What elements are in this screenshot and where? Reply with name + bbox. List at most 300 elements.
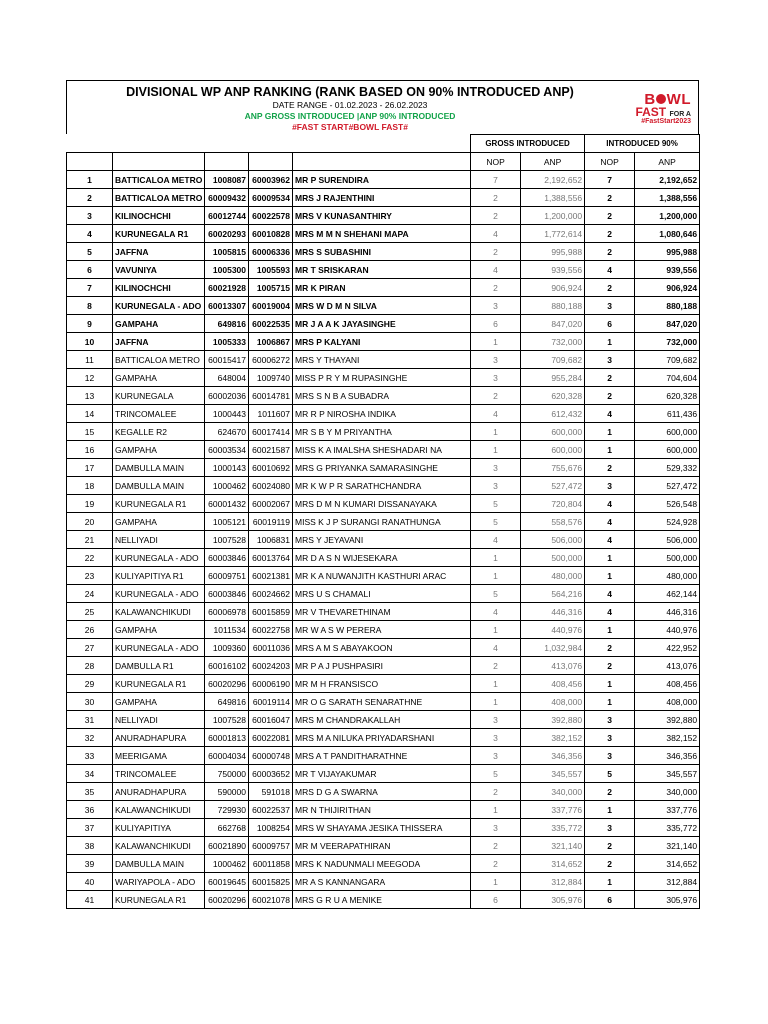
gross-nop-header: NOP — [471, 153, 521, 171]
intro-anp-cell: 345,557 — [635, 765, 700, 783]
rank-cell: 20 — [67, 513, 113, 531]
intro-anp-cell: 392,880 — [635, 711, 700, 729]
intro-anp-cell: 314,652 — [635, 855, 700, 873]
gross-nop-cell: 4 — [471, 405, 521, 423]
code2-cell: 1005593 — [249, 261, 293, 279]
intro-anp-cell: 446,316 — [635, 603, 700, 621]
code2-cell: 60011858 — [249, 855, 293, 873]
intro-anp-cell: 704,604 — [635, 369, 700, 387]
rank-cell: 4 — [67, 225, 113, 243]
region-cell: KURUNEGALA - ADO — [113, 549, 205, 567]
code1-cell: 60021928 — [205, 279, 249, 297]
region-cell: BATTICALOA METRO — [113, 171, 205, 189]
intro-anp-cell: 529,332 — [635, 459, 700, 477]
rank-cell: 25 — [67, 603, 113, 621]
intro-anp-cell: 709,682 — [635, 351, 700, 369]
intro-nop-cell: 2 — [585, 279, 635, 297]
intro-nop-cell: 2 — [585, 639, 635, 657]
intro-nop-cell: 1 — [585, 693, 635, 711]
rank-cell: 41 — [67, 891, 113, 909]
table-row — [67, 171, 700, 189]
gross-nop-cell: 3 — [471, 297, 521, 315]
intro-nop-cell: 1 — [585, 423, 635, 441]
table-row — [67, 531, 700, 549]
gross-nop-cell: 4 — [471, 531, 521, 549]
rank-cell: 9 — [67, 315, 113, 333]
name-cell: MRS W D M N SILVA — [293, 297, 471, 315]
intro-nop-header: NOP — [585, 153, 635, 171]
region-cell: TRINCOMALEE — [113, 765, 205, 783]
intro-nop-cell: 2 — [585, 207, 635, 225]
table-row — [67, 459, 700, 477]
gross-anp-cell: 612,432 — [521, 405, 585, 423]
code1-cell: 60021890 — [205, 837, 249, 855]
region-cell: KURUNEGALA R1 — [113, 225, 205, 243]
intro-anp-cell: 305,976 — [635, 891, 700, 909]
gross-nop-cell: 2 — [471, 783, 521, 801]
region-cell: DAMBULLA MAIN — [113, 477, 205, 495]
intro-anp-cell: 340,000 — [635, 783, 700, 801]
intro-anp-header: ANP — [635, 153, 700, 171]
region-cell: VAVUNIYA — [113, 261, 205, 279]
table-row — [67, 387, 700, 405]
intro-anp-cell: 440,976 — [635, 621, 700, 639]
region-cell: GAMPAHA — [113, 513, 205, 531]
intro-anp-cell: 337,776 — [635, 801, 700, 819]
name-cell: MR P A J PUSHPASIRI — [293, 657, 471, 675]
name-cell: MR W A S W PERERA — [293, 621, 471, 639]
rank-cell: 37 — [67, 819, 113, 837]
intro-anp-cell: 413,076 — [635, 657, 700, 675]
intro-nop-cell: 1 — [585, 801, 635, 819]
region-cell: DAMBULLA MAIN — [113, 459, 205, 477]
rank-cell: 32 — [67, 729, 113, 747]
intro-anp-cell: 382,152 — [635, 729, 700, 747]
rank-cell: 22 — [67, 549, 113, 567]
gross-anp-cell: 906,924 — [521, 279, 585, 297]
code1-cell: 60020293 — [205, 225, 249, 243]
logo-hashtag: #FastStart2023 — [641, 118, 691, 125]
table-row — [67, 243, 700, 261]
gross-nop-cell: 2 — [471, 189, 521, 207]
gross-nop-cell: 2 — [471, 279, 521, 297]
gross-nop-cell: 3 — [471, 351, 521, 369]
region-cell: KURUNEGALA - ADO — [113, 639, 205, 657]
logo-fast-text: FAST FOR A — [635, 105, 691, 119]
rank-cell: 38 — [67, 837, 113, 855]
intro-nop-cell: 1 — [585, 621, 635, 639]
code1-cell: 60012744 — [205, 207, 249, 225]
region-cell: JAFFNA — [113, 333, 205, 351]
table-row — [67, 891, 700, 909]
gross-anp-cell: 440,976 — [521, 621, 585, 639]
sub-header-row — [67, 153, 700, 171]
code2-cell: 60024203 — [249, 657, 293, 675]
code2-cell: 60003652 — [249, 765, 293, 783]
gross-anp-cell: 392,880 — [521, 711, 585, 729]
code1-cell: 60004034 — [205, 747, 249, 765]
intro-anp-cell: 600,000 — [635, 423, 700, 441]
rank-cell: 40 — [67, 873, 113, 891]
rank-cell: 28 — [67, 657, 113, 675]
region-cell: GAMPAHA — [113, 693, 205, 711]
region-cell: GAMPAHA — [113, 315, 205, 333]
code2-cell: 1011607 — [249, 405, 293, 423]
intro-nop-cell: 2 — [585, 837, 635, 855]
gross-nop-cell: 2 — [471, 387, 521, 405]
intro-anp-cell: 732,000 — [635, 333, 700, 351]
intro-anp-cell: 408,456 — [635, 675, 700, 693]
gross-nop-cell: 6 — [471, 891, 521, 909]
intro-anp-cell: 422,952 — [635, 639, 700, 657]
table-row — [67, 567, 700, 585]
name-cell: MR A S KANNANGARA — [293, 873, 471, 891]
intro-anp-cell: 335,772 — [635, 819, 700, 837]
gross-nop-cell: 2 — [471, 657, 521, 675]
gross-anp-cell: 346,356 — [521, 747, 585, 765]
gross-nop-cell: 1 — [471, 873, 521, 891]
table-row — [67, 297, 700, 315]
gross-anp-cell: 345,557 — [521, 765, 585, 783]
table-row — [67, 873, 700, 891]
region-cell: KURUNEGALA — [113, 387, 205, 405]
table-row — [67, 621, 700, 639]
gross-anp-cell: 506,000 — [521, 531, 585, 549]
gross-nop-cell: 7 — [471, 171, 521, 189]
gross-nop-cell: 1 — [471, 441, 521, 459]
region-cell: KURUNEGALA - ADO — [113, 297, 205, 315]
code2-cell: 60013764 — [249, 549, 293, 567]
name-cell: MR O G SARATH SENARATHNE — [293, 693, 471, 711]
code2-cell: 60015825 — [249, 873, 293, 891]
rank-cell: 19 — [67, 495, 113, 513]
gross-nop-cell: 5 — [471, 513, 521, 531]
code1-cell: 1007528 — [205, 531, 249, 549]
code2-cell: 60009757 — [249, 837, 293, 855]
name-cell: MR D A S N WIJESEKARA — [293, 549, 471, 567]
name-cell: MR K A NUWANJITH KASTHURI ARAC — [293, 567, 471, 585]
table-row — [67, 693, 700, 711]
gross-anp-cell: 314,652 — [521, 855, 585, 873]
rank-cell: 30 — [67, 693, 113, 711]
intro-nop-cell: 7 — [585, 171, 635, 189]
table-row — [67, 513, 700, 531]
gross-nop-cell: 3 — [471, 711, 521, 729]
code2-cell: 60021587 — [249, 441, 293, 459]
name-cell: MRS U S CHAMALI — [293, 585, 471, 603]
gross-nop-cell: 3 — [471, 747, 521, 765]
code2-cell: 60022081 — [249, 729, 293, 747]
intro-nop-cell: 4 — [585, 405, 635, 423]
intro-anp-cell: 939,556 — [635, 261, 700, 279]
gross-nop-cell: 2 — [471, 855, 521, 873]
intro-anp-cell: 847,020 — [635, 315, 700, 333]
gross-anp-cell: 939,556 — [521, 261, 585, 279]
code2-cell: 60024080 — [249, 477, 293, 495]
name-cell: MRS D G A SWARNA — [293, 783, 471, 801]
code1-cell: 60013307 — [205, 297, 249, 315]
intro-nop-cell: 2 — [585, 189, 635, 207]
rank-cell: 15 — [67, 423, 113, 441]
code2-cell: 60009534 — [249, 189, 293, 207]
code1-cell: 648004 — [205, 369, 249, 387]
code1-cell: 60001432 — [205, 495, 249, 513]
name-cell: MR R P NIROSHA INDIKA — [293, 405, 471, 423]
gross-anp-cell: 1,200,000 — [521, 207, 585, 225]
code1-cell: 60009751 — [205, 567, 249, 585]
name-cell: MR S B Y M PRIYANTHA — [293, 423, 471, 441]
code1-cell: 750000 — [205, 765, 249, 783]
code1-cell: 649816 — [205, 315, 249, 333]
table-row — [67, 729, 700, 747]
name-cell: MR K PIRAN — [293, 279, 471, 297]
gross-anp-cell: 382,152 — [521, 729, 585, 747]
intro-nop-cell: 1 — [585, 873, 635, 891]
intro-nop-cell: 1 — [585, 675, 635, 693]
name-cell: MRS A T PANDITHARATHNE — [293, 747, 471, 765]
gross-nop-cell: 4 — [471, 225, 521, 243]
name-cell: MRS M A NILUKA PRIYADARSHANI — [293, 729, 471, 747]
gross-anp-cell: 527,472 — [521, 477, 585, 495]
rank-cell: 12 — [67, 369, 113, 387]
code1-cell: 1000143 — [205, 459, 249, 477]
name-cell: MRS D M N KUMARI DISSANAYAKA — [293, 495, 471, 513]
code2-cell: 60006190 — [249, 675, 293, 693]
intro-anp-cell: 480,000 — [635, 567, 700, 585]
name-cell: MRS W SHAYAMA JESIKA THISSERA — [293, 819, 471, 837]
code2-cell: 60019114 — [249, 693, 293, 711]
rank-cell: 16 — [67, 441, 113, 459]
gross-anp-cell: 500,000 — [521, 549, 585, 567]
intro-anp-cell: 526,548 — [635, 495, 700, 513]
gross-anp-cell: 413,076 — [521, 657, 585, 675]
table-row — [67, 189, 700, 207]
intro-nop-cell: 4 — [585, 261, 635, 279]
rank-cell: 35 — [67, 783, 113, 801]
intro-anp-cell: 906,924 — [635, 279, 700, 297]
region-cell: ANURADHAPURA — [113, 783, 205, 801]
rank-cell: 18 — [67, 477, 113, 495]
intro-anp-cell: 346,356 — [635, 747, 700, 765]
region-cell: BATTICALOA METRO — [113, 351, 205, 369]
code2-cell: 60003962 — [249, 171, 293, 189]
intro-nop-cell: 1 — [585, 567, 635, 585]
hashtag-line: #FAST START#BOWL FAST# — [292, 122, 408, 132]
code1-cell: 1005121 — [205, 513, 249, 531]
logo-bowl-text: B WL — [644, 91, 691, 108]
table-row — [67, 423, 700, 441]
rank-cell: 11 — [67, 351, 113, 369]
table-row — [67, 279, 700, 297]
gross-anp-cell: 335,772 — [521, 819, 585, 837]
anp-legend-line: ANP GROSS INTRODUCED |ANP 90% INTRODUCED — [244, 111, 456, 121]
intro-nop-cell: 3 — [585, 819, 635, 837]
gross-anp-cell: 755,676 — [521, 459, 585, 477]
intro-anp-cell: 527,472 — [635, 477, 700, 495]
intro-anp-cell: 611,436 — [635, 405, 700, 423]
code2-cell: 1008254 — [249, 819, 293, 837]
rank-cell: 10 — [67, 333, 113, 351]
name-cell: MISS K J P SURANGI RANATHUNGA — [293, 513, 471, 531]
table-row — [67, 855, 700, 873]
gross-nop-cell: 3 — [471, 477, 521, 495]
table-row — [67, 765, 700, 783]
intro-nop-cell: 4 — [585, 603, 635, 621]
gross-anp-cell: 995,988 — [521, 243, 585, 261]
region-cell: JAFFNA — [113, 243, 205, 261]
gross-nop-cell: 3 — [471, 369, 521, 387]
gross-anp-cell: 564,216 — [521, 585, 585, 603]
gross-anp-cell: 1,388,556 — [521, 189, 585, 207]
code2-cell: 60021381 — [249, 567, 293, 585]
rank-cell: 1 — [67, 171, 113, 189]
gross-anp-cell: 620,328 — [521, 387, 585, 405]
code1-cell: 60019645 — [205, 873, 249, 891]
rank-cell: 8 — [67, 297, 113, 315]
name-cell: MR M VEERAPATHIRAN — [293, 837, 471, 855]
table-row — [67, 477, 700, 495]
rank-cell: 39 — [67, 855, 113, 873]
intro-nop-cell: 4 — [585, 495, 635, 513]
table-row — [67, 495, 700, 513]
gross-introduced-header: GROSS INTRODUCED — [471, 135, 585, 153]
intro-nop-cell: 3 — [585, 351, 635, 369]
rank-cell: 34 — [67, 765, 113, 783]
region-cell: KEGALLE R2 — [113, 423, 205, 441]
table-row — [67, 315, 700, 333]
region-cell: DAMBULLA R1 — [113, 657, 205, 675]
table-row — [67, 675, 700, 693]
intro-nop-cell: 3 — [585, 729, 635, 747]
rank-cell: 29 — [67, 675, 113, 693]
name-cell: MRS A M S ABAYAKOON — [293, 639, 471, 657]
code1-cell: 1000462 — [205, 855, 249, 873]
gross-anp-cell: 955,284 — [521, 369, 585, 387]
intro-anp-cell: 1,200,000 — [635, 207, 700, 225]
gross-nop-cell: 4 — [471, 261, 521, 279]
gross-anp-cell: 1,032,984 — [521, 639, 585, 657]
name-cell: MISS P R Y M RUPASINGHE — [293, 369, 471, 387]
code1-cell: 60003846 — [205, 585, 249, 603]
gross-nop-cell: 4 — [471, 603, 521, 621]
intro-nop-cell: 5 — [585, 765, 635, 783]
code1-cell: 60009432 — [205, 189, 249, 207]
code1-cell: 1009360 — [205, 639, 249, 657]
intro-anp-cell: 2,192,652 — [635, 171, 700, 189]
region-cell: TRINCOMALEE — [113, 405, 205, 423]
table-row — [67, 603, 700, 621]
rank-cell: 21 — [67, 531, 113, 549]
intro-nop-cell: 3 — [585, 711, 635, 729]
intro-anp-cell: 321,140 — [635, 837, 700, 855]
name-cell: MRS Y THAYANI — [293, 351, 471, 369]
table-row — [67, 747, 700, 765]
code1-cell: 590000 — [205, 783, 249, 801]
code2-cell: 60019004 — [249, 297, 293, 315]
code1-cell: 624670 — [205, 423, 249, 441]
region-cell: KURUNEGALA R1 — [113, 891, 205, 909]
code1-cell: 729930 — [205, 801, 249, 819]
gross-anp-cell: 408,456 — [521, 675, 585, 693]
gross-nop-cell: 5 — [471, 585, 521, 603]
code1-cell: 1007528 — [205, 711, 249, 729]
code1-cell: 1005815 — [205, 243, 249, 261]
region-cell: MEERIGAMA — [113, 747, 205, 765]
gross-anp-cell: 305,976 — [521, 891, 585, 909]
code2-cell: 591018 — [249, 783, 293, 801]
gross-anp-header: ANP — [521, 153, 585, 171]
name-cell: MISS K A IMALSHA SHESHADARI NA — [293, 441, 471, 459]
intro-nop-cell: 1 — [585, 441, 635, 459]
code1-cell: 1000462 — [205, 477, 249, 495]
gross-nop-cell: 2 — [471, 243, 521, 261]
name-cell: MRS S SUBASHINI — [293, 243, 471, 261]
gross-anp-cell: 600,000 — [521, 441, 585, 459]
intro-nop-cell: 4 — [585, 531, 635, 549]
region-cell: NELLIYADI — [113, 711, 205, 729]
table-row — [67, 405, 700, 423]
code2-cell: 1006831 — [249, 531, 293, 549]
code2-cell: 60014781 — [249, 387, 293, 405]
region-cell: NELLIYADI — [113, 531, 205, 549]
gross-anp-cell: 312,884 — [521, 873, 585, 891]
gross-nop-cell: 3 — [471, 459, 521, 477]
intro-nop-cell: 2 — [585, 243, 635, 261]
intro-nop-cell: 1 — [585, 549, 635, 567]
rank-cell: 3 — [67, 207, 113, 225]
region-cell: KALAWANCHIKUDI — [113, 801, 205, 819]
table-row — [67, 369, 700, 387]
intro-nop-cell: 2 — [585, 387, 635, 405]
code2-cell: 60002067 — [249, 495, 293, 513]
ranking-rows — [67, 171, 700, 909]
rank-cell: 5 — [67, 243, 113, 261]
table-row — [67, 549, 700, 567]
name-cell: MRS J RAJENTHINI — [293, 189, 471, 207]
table-row — [67, 801, 700, 819]
rank-cell: 13 — [67, 387, 113, 405]
code2-cell: 1005715 — [249, 279, 293, 297]
region-cell: KULIYAPITIYA — [113, 819, 205, 837]
intro-anp-cell: 600,000 — [635, 441, 700, 459]
intro-anp-cell: 995,988 — [635, 243, 700, 261]
code1-cell: 60016102 — [205, 657, 249, 675]
code2-cell: 60006336 — [249, 243, 293, 261]
gross-anp-cell: 321,140 — [521, 837, 585, 855]
rank-cell: 23 — [67, 567, 113, 585]
code2-cell: 60022578 — [249, 207, 293, 225]
region-cell: ANURADHAPURA — [113, 729, 205, 747]
intro-anp-cell: 1,080,646 — [635, 225, 700, 243]
intro-nop-cell: 2 — [585, 855, 635, 873]
region-cell: GAMPAHA — [113, 369, 205, 387]
region-cell: KALAWANCHIKUDI — [113, 837, 205, 855]
gross-nop-cell: 1 — [471, 675, 521, 693]
table-row — [67, 711, 700, 729]
name-cell: MRS V KUNASANTHIRY — [293, 207, 471, 225]
intro-nop-cell: 2 — [585, 657, 635, 675]
name-cell: MR N THIJIRITHAN — [293, 801, 471, 819]
gross-nop-cell: 1 — [471, 567, 521, 585]
gross-nop-cell: 2 — [471, 207, 521, 225]
name-cell: MR P SURENDIRA — [293, 171, 471, 189]
rank-cell: 27 — [67, 639, 113, 657]
code2-cell: 1006867 — [249, 333, 293, 351]
gross-anp-cell: 480,000 — [521, 567, 585, 585]
group-header-row — [67, 135, 700, 153]
gross-nop-cell: 5 — [471, 765, 521, 783]
ranking-table — [66, 134, 700, 909]
